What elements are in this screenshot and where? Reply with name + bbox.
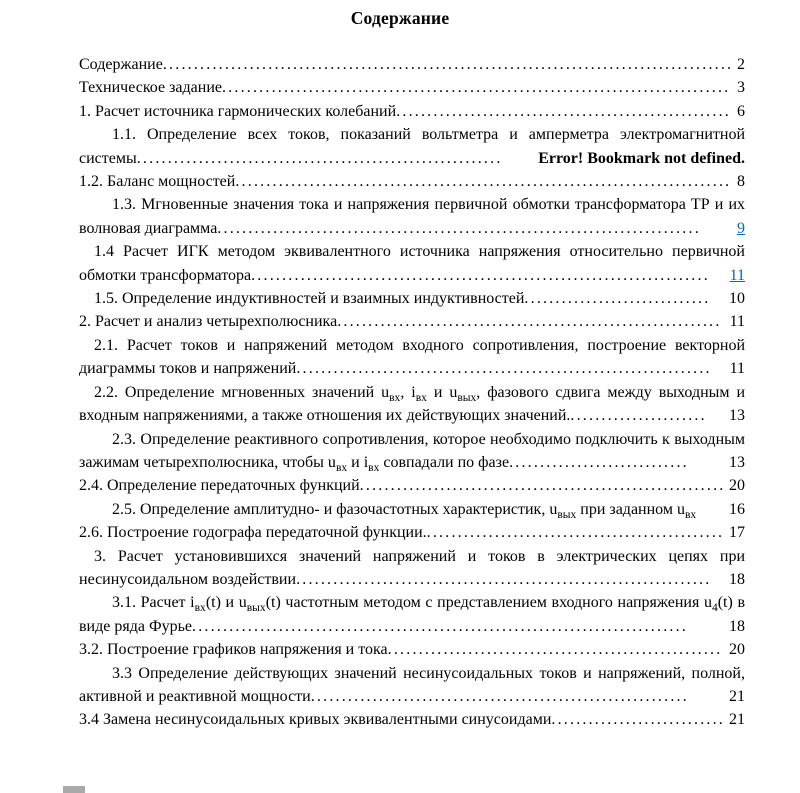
dot-leader: .............................. — [524, 290, 711, 308]
page-number: 3 — [737, 79, 745, 97]
page-number: 20 — [729, 641, 745, 659]
page-number: 21 — [729, 687, 745, 705]
toc-entry[interactable] — [79, 474, 745, 497]
dot-leader: ................................................................................ — [235, 173, 732, 191]
toc-entry[interactable] — [79, 100, 745, 123]
page-number: 10 — [729, 290, 745, 308]
toc-entry[interactable] — [79, 381, 745, 428]
toc-entry-text: 3. Расчет установившихся значений напряжений и токов в электрических цепях при несинусоидальном воздействии — [79, 547, 745, 588]
dot-leader: ............................. — [509, 453, 689, 471]
error-bookmark-label: Error! Bookmark not defined. — [538, 149, 745, 167]
toc-entry[interactable] — [79, 708, 745, 731]
toc-entry[interactable] — [79, 287, 745, 310]
page-number: 11 — [729, 313, 745, 331]
toc-entry-text: 1.5. Определение индуктивностей и взаимных индуктивностей — [94, 290, 525, 308]
page-number: 13 — [729, 453, 745, 471]
dot-leader: ............................................................................................ — [162, 56, 734, 73]
page-number: 17 — [729, 524, 745, 542]
toc-entry-text: 1. Расчет источника гармонических колебаний — [79, 102, 397, 120]
page-number-link[interactable]: 11 — [729, 266, 745, 284]
toc-entry-text: 2. Расчет и анализ четырехполюсника — [79, 313, 338, 331]
toc-entry-text: 1.4 Расчет ИГК методом эквивалентного источника напряжения относительно первичной обмотки трансформатора — [79, 243, 745, 284]
toc-entry-text: 2.5. Определение амплитудно- и фазочастотных характеристик, $u_{вых}$ при заданном $u_{вх}$ — [112, 500, 697, 521]
page-number: 8 — [737, 173, 745, 191]
dot-leader: ...................... — [570, 407, 707, 425]
toc-entry-text: 3.3 Определение действующих значений несинусоидальных токов и напряжений, полной, активной и реактивной мощности — [79, 664, 745, 705]
dot-leader: ........................................................... — [359, 477, 726, 495]
table-of-contents — [79, 53, 745, 732]
page-number: 13 — [729, 407, 745, 425]
page-number: 21 — [729, 711, 745, 729]
dot-leader: .............................................................................. — [217, 219, 701, 237]
dot-leader: .......................................................................... — [251, 266, 710, 284]
toc-entry[interactable] — [79, 591, 745, 638]
toc-entry[interactable] — [79, 240, 745, 287]
toc-entry-text: 2.4. Определение передаточных функций — [79, 477, 360, 495]
toc-entry-text: 1.2. Баланс мощностей — [79, 173, 236, 191]
dot-leader: ................................................................... — [296, 570, 712, 588]
page-number: 6 — [737, 102, 745, 120]
dot-leader: .............................................................. — [337, 313, 722, 331]
page-number: 18 — [729, 617, 745, 635]
page-number: 2 — [737, 56, 745, 73]
toc-entry[interactable] — [79, 53, 745, 76]
toc-entry-text: 3.1. Расчет $i_{вх}(t)$ и $u_{вых}(t)$ частотным методом с представлением входного напряжения $u_4(t)$ в виде ряда Фурье — [79, 594, 745, 635]
toc-entry[interactable] — [79, 521, 745, 544]
toc-entry-text: Техническое задание — [79, 79, 222, 97]
page-number-link[interactable]: 9 — [737, 219, 745, 237]
dot-leader: ........................................................... — [136, 149, 503, 167]
dot-leader: ................................................................... — [296, 360, 712, 378]
toc-entry[interactable] — [79, 638, 745, 661]
dot-leader: ...................................................... — [387, 641, 723, 659]
toc-entry-text: 1.1. Определение всех токов, показаний вольтметра и амперметра электромагнитной системы — [79, 126, 745, 167]
toc-entry[interactable] — [79, 310, 745, 333]
toc-title: Содержание — [350, 8, 450, 28]
toc-entry[interactable] — [79, 170, 745, 193]
dot-leader: ...................................................... — [396, 102, 731, 120]
dot-leader: .................................................................................. — [221, 79, 731, 97]
toc-entry[interactable] — [79, 76, 745, 99]
toc-entry-text: 2.3. Определение реактивного сопротивления, которое необходимо подключить к выходным зажимам четырехполюсника, чтобы $u_{вх}$ и $i_{вх}$ совпадали по фазе — [79, 430, 745, 475]
toc-entry[interactable] — [79, 498, 745, 521]
toc-entry-text: 2.6. Построение годографа передаточной функции. — [79, 524, 427, 542]
toc-entry[interactable] — [79, 193, 745, 240]
toc-entry-text: 3.2. Построение графиков напряжения и тока — [79, 641, 388, 659]
toc-entry[interactable] — [79, 334, 745, 381]
page-number: 18 — [729, 570, 745, 588]
toc-entry[interactable] — [79, 545, 745, 592]
page-number: 16 — [729, 500, 745, 518]
dot-leader: ................................................................................ — [192, 617, 688, 635]
toc-entry-text: 3.4 Замена несинусоидальных кривых эквивалентными синусоидами — [79, 711, 552, 729]
page-number: 11 — [729, 360, 745, 378]
toc-entry[interactable] — [79, 428, 745, 475]
toc-entry-text: Содержание — [79, 56, 163, 73]
toc-entry-text: 2.1. Расчет токов и напряжений методом входного сопротивления, построение векторной диаграммы токов и напряжений — [79, 336, 745, 378]
toc-entry-text: 1.3. Мгновенные значения тока и напряжения первичной обмотки трансформатора ТР и их волновая диаграмма — [79, 196, 745, 237]
dot-leader: ................................................ — [426, 524, 725, 542]
dot-leader: ............................ — [551, 711, 725, 729]
toc-entry-text: 2.2. Определение мгновенных значений $u_{вх}$, $i_{вх}$ и $u_{вых}$, фазового сдвига между выходным и входным напряжениями, а также отношения их действующих значений. — [79, 383, 746, 425]
toc-entry[interactable] — [79, 123, 745, 170]
toc-entry[interactable] — [79, 662, 745, 709]
bottom-page-artifact — [63, 786, 85, 793]
page-number: 20 — [729, 477, 745, 495]
dot-leader: ............................................................. — [310, 687, 689, 705]
